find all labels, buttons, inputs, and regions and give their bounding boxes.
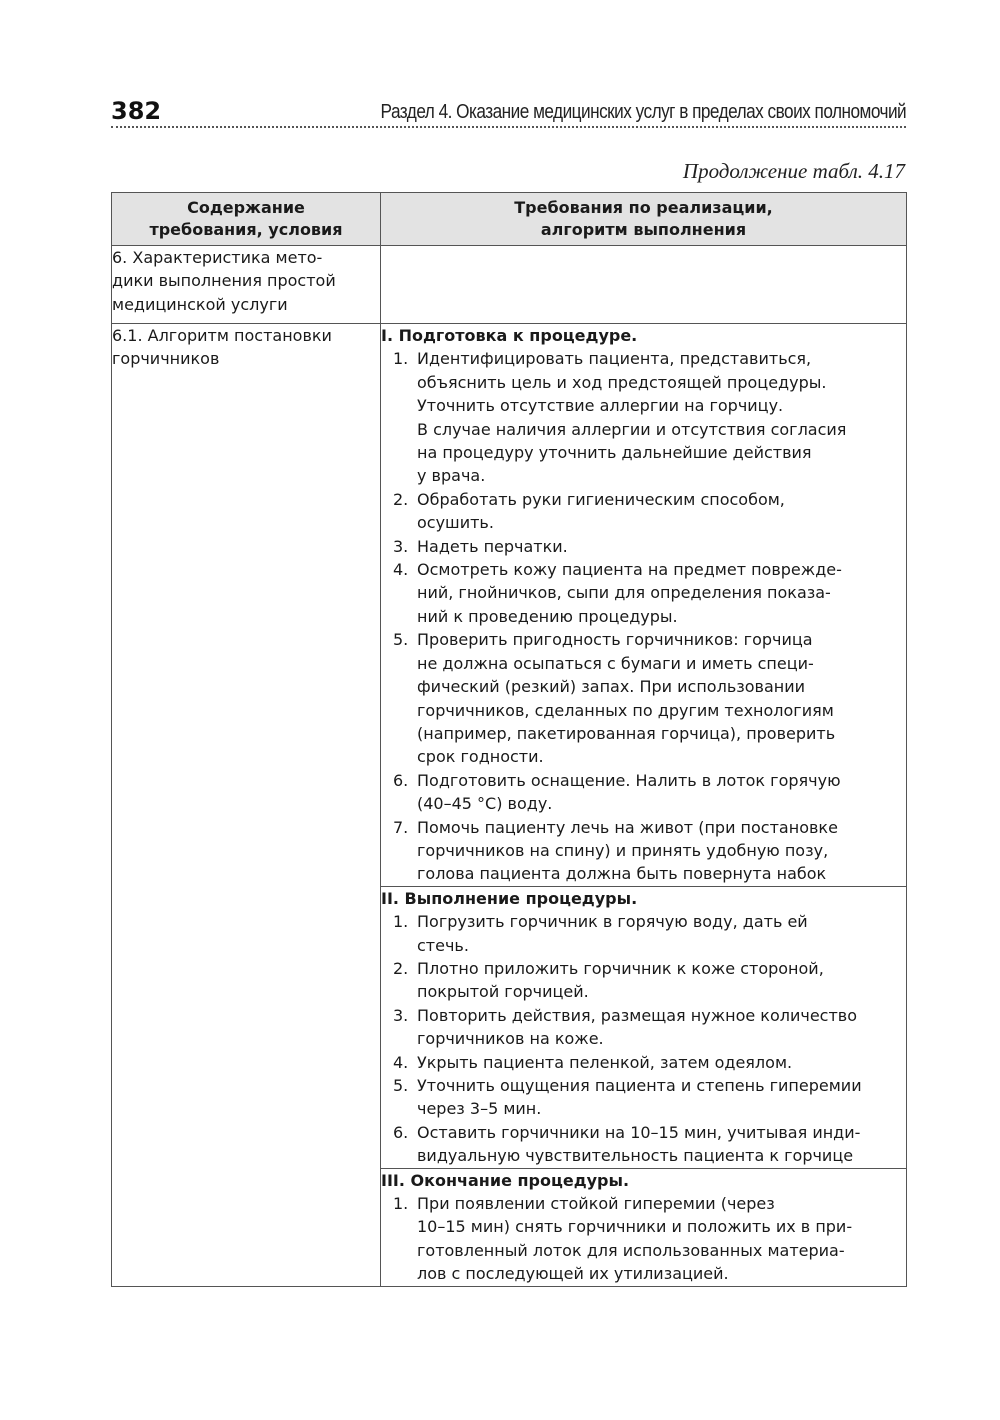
- list-item: [381, 1051, 906, 1074]
- item-line: Оставить горчичники на 10–15 мин, учитывая инди-: [417, 1122, 861, 1142]
- item-line: Помочь пациенту лечь на живот (при постановке: [417, 817, 838, 837]
- list-item: [381, 1004, 906, 1051]
- item-line: через 3–5 мин.: [417, 1099, 542, 1119]
- item-line: В случае наличия аллергии и отсутствия согласия: [417, 419, 847, 439]
- item-line: у врача.: [417, 466, 486, 486]
- table-continuation-caption: Продолжение табл. 4.17: [682, 159, 905, 183]
- item-line: на процедуру уточнить дальнейшие действия: [417, 443, 812, 463]
- item-line: фический (резкий) запах. При использовании: [417, 677, 806, 697]
- item-line: стечь.: [417, 935, 469, 955]
- list-item: [381, 816, 906, 886]
- condition-line: горчичников: [112, 349, 220, 369]
- table-row: [112, 246, 907, 324]
- list-item: [381, 347, 906, 487]
- list-item: [381, 628, 906, 768]
- item-line: (например, пакетированная горчица), проверить: [417, 723, 836, 743]
- requirements-table: [111, 192, 907, 1287]
- item-line: не должна осыпаться с бумаги и иметь специ-: [417, 653, 814, 673]
- stage-title: III. Окончание процедуры.: [381, 1170, 630, 1190]
- item-line: горчичников на коже.: [417, 1029, 604, 1049]
- item-line: срок годности.: [417, 747, 544, 767]
- item-number: 7.: [393, 817, 409, 837]
- list-item: [381, 488, 906, 535]
- item-line: Уточнить ощущения пациента и степень гиперемии: [417, 1076, 862, 1095]
- stage-title: II. Выполнение процедуры.: [381, 888, 638, 908]
- condition-line: 6. Характеристика мето-: [112, 248, 323, 267]
- list-item: [381, 1192, 906, 1286]
- list-item: [381, 910, 906, 957]
- item-number: 1.: [393, 912, 409, 932]
- header-dotted-rule: [111, 126, 906, 128]
- item-line: Надеть перчатки.: [417, 536, 568, 556]
- item-line: горчичников на спину) и принять удобную позу,: [417, 840, 829, 860]
- list-item: [381, 769, 906, 816]
- item-line: Уточнить отсутствие аллергии на горчицу.: [417, 396, 784, 416]
- item-line: 10–15 мин) снять горчичники и положить их в при-: [417, 1217, 853, 1237]
- item-line: Осмотреть кожу пациента на предмет поврежде-: [417, 560, 842, 580]
- item-number: 4.: [393, 1052, 409, 1072]
- item-line: При появлении стойкой гиперемии (через: [417, 1194, 775, 1214]
- stage-preparation: [381, 324, 907, 887]
- item-line: Идентифицировать пациента, представиться,: [417, 349, 812, 369]
- table-row: [112, 324, 907, 887]
- item-line: Проверить пригодность горчичников: горчица: [417, 630, 813, 650]
- list-item: [381, 1074, 906, 1121]
- header-line: алгоритм выполнения: [540, 220, 747, 239]
- condition-line: медицинской услуги: [112, 294, 288, 314]
- list-item: [381, 558, 906, 628]
- item-line: Обработать руки гигиеническим способом,: [417, 489, 785, 509]
- item-line: голова пациента должна быть повернута набок: [417, 864, 827, 884]
- item-number: 5.: [393, 630, 409, 650]
- condition-cell: [112, 324, 381, 1287]
- item-number: 1.: [393, 349, 409, 369]
- condition-cell: [112, 246, 381, 324]
- table-header-row: [112, 193, 907, 246]
- item-line: (40–45 °С) воду.: [417, 794, 553, 814]
- item-line: ний к проведению процедуры.: [417, 606, 678, 626]
- item-line: Плотно приложить горчичник к коже стороной,: [417, 958, 824, 978]
- item-line: Укрыть пациента пеленкой, затем одеялом.: [417, 1052, 793, 1072]
- item-line: покрытой горчицей.: [417, 982, 589, 1002]
- item-number: 2.: [393, 958, 409, 978]
- column-header-condition: [112, 193, 381, 246]
- condition-line: дики выполнения простой: [112, 271, 336, 291]
- item-number: 6.: [393, 1122, 409, 1142]
- item-number: 3.: [393, 536, 409, 556]
- item-number: 1.: [393, 1194, 409, 1214]
- item-line: Погрузить горчичник в горячую воду, дать ей: [417, 912, 808, 932]
- item-number: 6.: [393, 770, 409, 790]
- item-line: Подготовить оснащение. Налить в лоток горячую: [417, 770, 841, 790]
- column-header-algorithm: [381, 193, 907, 246]
- list-item: [381, 535, 906, 558]
- item-number: 4.: [393, 560, 409, 580]
- header-line: Требования по реализации,: [514, 198, 773, 217]
- item-line: готовленный лоток для использованных материа-: [417, 1240, 845, 1260]
- item-line: осушить.: [417, 513, 494, 533]
- empty-cell: [381, 246, 907, 324]
- page-number: 382: [111, 97, 162, 125]
- stage-title: I. Подготовка к процедуре.: [381, 326, 638, 345]
- item-line: видуальную чувствительность пациента к горчице: [417, 1146, 854, 1166]
- section-title: Раздел 4. Оказание медицинских услуг в пределах своих полномочий: [380, 101, 906, 123]
- header-line: Содержание: [187, 198, 305, 217]
- item-number: 5.: [393, 1076, 409, 1095]
- item-line: лов с последующей их утилизацией.: [417, 1264, 729, 1284]
- item-line: горчичников, сделанных по другим технологиям: [417, 700, 834, 720]
- item-line: объяснить цель и ход предстоящей процедуры.: [417, 372, 827, 392]
- item-line: ний, гнойничков, сыпи для определения показа-: [417, 583, 831, 603]
- item-number: 3.: [393, 1005, 409, 1025]
- condition-line: 6.1. Алгоритм постановки: [112, 326, 332, 345]
- item-number: 2.: [393, 489, 409, 509]
- item-line: Повторить действия, размещая нужное количество: [417, 1005, 857, 1025]
- header-line: требования, условия: [149, 220, 343, 239]
- list-item: [381, 1121, 906, 1168]
- stage-execution: [381, 886, 907, 1168]
- list-item: [381, 957, 906, 1004]
- stage-completion: [381, 1168, 907, 1286]
